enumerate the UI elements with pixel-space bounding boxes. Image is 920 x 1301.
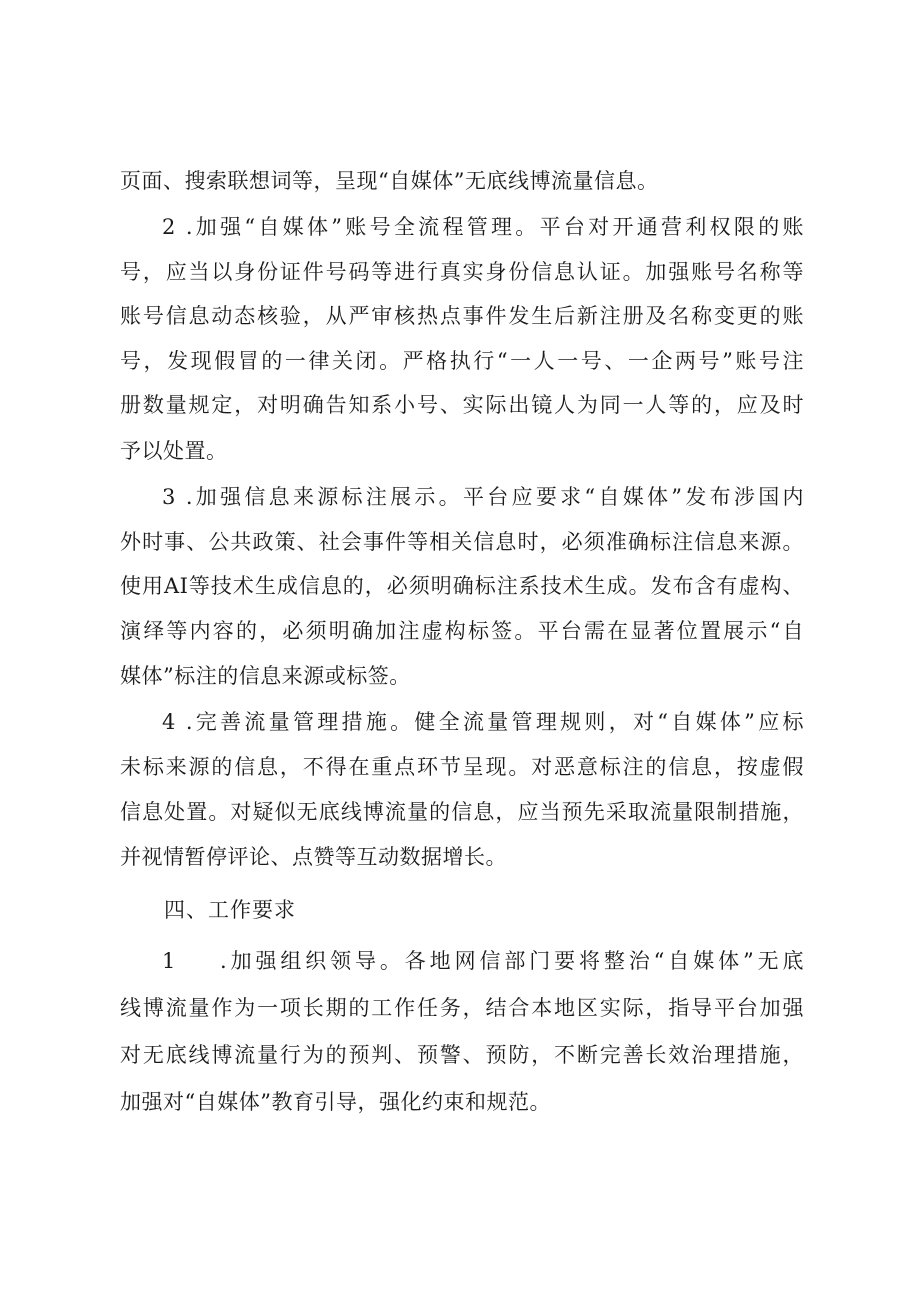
item-2-line-3: 账号信息动态核验，从严审核热点事件发生后新注册及名称变更的账 [120,304,804,328]
item-1-first-line-text: .加强组织领导。各地网信部门要将整治“自媒体”无底 [220,949,804,973]
item-2-line-2: 号，应当以身份证件号码等进行真实身份信息认证。加强账号名称等 [120,260,804,284]
section-4-item-1-line-4: 加强对“自媒体”教育引导，强化约束和规范。 [120,1090,551,1114]
paragraph-line: 页面、搜索联想词等，呈现“自媒体”无底线博流量信息。 [120,169,659,193]
section-4-item-1-line-2: 线博流量作为一项长期的工作任务，结合本地区实际，指导平台加强 [120,996,804,1020]
item-2-line-1: 2 .加强“自媒体”账号全流程管理。平台对开通营利权限的账 [162,215,804,239]
item-4-line-2: 未标来源的信息，不得在重点环节呈现。对恶意标注的信息，按虚假 [120,755,804,779]
item-2-line-5: 册数量规定，对明确告知系小号、实际出镜人为同一人等的，应及时 [120,393,804,417]
item-3-line-4: 演绎等内容的，必须明确加注虚构标签。平台需在显著位置展示“自 [120,619,804,643]
item-3-line-5: 媒体”标注的信息来源或标签。 [120,664,411,688]
item-3-line-2: 外时事、公共政策、社会事件等相关信息时，必须准确标注信息来源。 [120,530,804,554]
item-4-line-3: 信息处置。对疑似无底线博流量的信息，应当预先采取流量限制措施， [120,800,804,824]
item-3-line-1: 3 .加强信息来源标注展示。平台应要求“自媒体”发布涉国内 [162,485,804,509]
item-3-line-3: 使用AI等技术生成信息的，必须明确标注系技术生成。发布含有虚构、 [120,574,804,598]
item-number: 1 [162,949,176,973]
item-2-line-6: 予以处置。 [120,439,228,463]
item-4-line-4: 并视情暂停评论、点赞等互动数据增长。 [120,845,507,869]
item-2-line-4: 号，发现假冒的一律关闭。严格执行“一人一号、一企两号”账号注 [120,349,804,373]
item-4-line-1: 4 .完善流量管理措施。健全流量管理规则，对“自媒体”应标 [162,710,804,734]
section-heading: 四、工作要求 [164,898,296,922]
section-4-item-1-line-3: 对无底线博流量行为的预判、预警、预防，不断完善长效治理措施， [120,1043,804,1067]
section-4-item-1-line-1 [162,946,804,976]
